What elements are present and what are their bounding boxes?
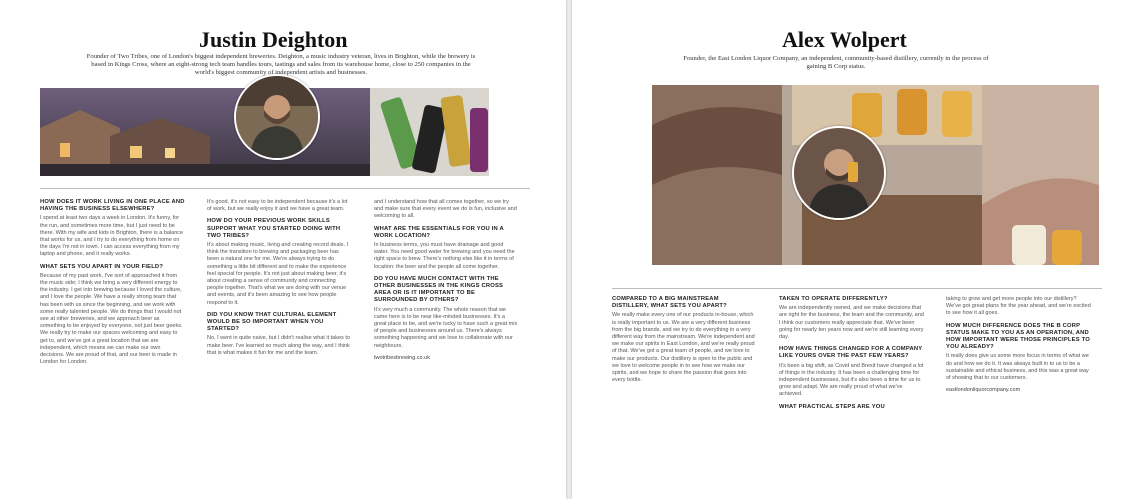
answer-paragraph: It's good, it's not easy to be independent because it's a lot of work, but we really enjoy it and we have a great team.: [207, 199, 348, 213]
answer-paragraph: Because of my past work, I've sort of approached it from the music side; I think we bring a very different energy to the industry. I get into brewing because I loved the culture, and I love the people. We have a really strong team that has been with us since the beginning, and we work with some really talented people. We do things that I would not see at other breweries, and we approach beer as something to be enjoyed by everyone, not just beer geeks. We really try to make our spaces welcoming and easy to get to, and we've got a great location that we are independent, which means we can make our own decisions. We are proud of that, and our beer is made in London for London.: [40, 272, 183, 366]
question-heading: WHAT SETS YOU APART IN YOUR FIELD?: [40, 263, 164, 270]
text-column-3: [374, 199, 519, 362]
question-heading: TAKEN TO OPERATE DIFFERENTLY?: [779, 296, 888, 302]
answer-paragraph: It really does give us some more focus in terms of what we do and how we do it. It was always built in to us to be a sustainable and ethical business, and this was a great way of showing that to our customers.: [946, 353, 1089, 382]
portrait-circle: [234, 74, 320, 160]
interviewee-intro: Founder, the East London Liquor Company, an independent, community-based distillery, currently in the process of gaining B Corp status.: [683, 55, 989, 70]
answer-paragraph: and I understand how that all comes together, so we try and make sure that every event we do is fun, inclusive and welcoming to all.: [374, 199, 517, 220]
question-heading: WHAT ARE THE ESSENTIALS FOR YOU IN A WORK LOCATION?: [374, 225, 504, 239]
answer-paragraph: It's about making music, living and creating record deals. I think the transition to brewing and packaging beer has been a natural one for me. We're always trying to do something a little bit different and to make the experience feel special for people. It's not just about making beer, it's about creating a sense of community and connecting people together. That's what we are doing with our venue and events, and it's been amazing to see how people respond to it.: [207, 242, 349, 306]
section-rule: [40, 188, 530, 189]
interviewee-name: Justin Deighton: [199, 27, 348, 52]
question-heading: COMPARED TO A BIG MAINSTREAM DISTILLERY, WHAT SETS YOU APART?: [612, 296, 727, 310]
answer-paragraph: taking to grow and get more people into our distillery? We've got great plans for the year ahead, and we're excited to see how it all goes.: [946, 296, 1091, 317]
answer-paragraph: It's been a big shift, as Covid and Brexit have changed a lot of things in the industry. It has been a challenging time for independent businesses, but it's also been a time for us to grow and adapt. We are really proud of what we've achieved.: [779, 362, 924, 398]
interviewee-intro: Founder of Two Tribes, one of London's biggest independent breweries. Deighton, a music industry veteran, lives in Brighton, while the brewery is based in Kings Cross, where an eight-strong tech team handles tours, tastings and sales from its warehouse home, close to 250 companies in the world's biggest community of independent artists and businesses.: [86, 53, 476, 76]
question-heading: HOW MUCH DIFFERENCE DOES THE B CORP STATUS MAKE TO YOU AS AN OPERATION, AND HOW IMPORTANT WERE THOSE PRINCIPLES TO YOU ALREADY?: [946, 322, 1090, 351]
question-heading: DID YOU KNOW THAT CULTURAL ELEMENT WOULD BE SO IMPORTANT WHEN YOU STARTED?: [207, 311, 337, 333]
question-heading: HOW HAVE THINGS CHANGED FOR A COMPANY LIKE YOURS OVER THE PAST FEW YEARS?: [779, 346, 923, 360]
question-heading: HOW DO YOUR PREVIOUS WORK SKILLS SUPPORT WHAT YOU STARTED DOING WITH TWO TRIBES?: [207, 218, 341, 239]
website-link: twotribesbrewing.co.uk: [374, 354, 430, 361]
text-column-2: [779, 296, 924, 413]
text-column-1: [40, 199, 185, 371]
interviewee-name: Alex Wolpert: [782, 27, 907, 52]
answer-paragraph: We are independently owned, and we make decisions that are right for the business, the team and the community, and I think our customers really appreciate that. We've been going for nearly ten years now and we're still learning every day.: [779, 305, 924, 341]
answer-paragraph: In business terms, you must have drainage and good water. You need good water for brewing and you need the right space to brew. There's nothing else like it in terms of location: the beer and the people all come together.: [374, 242, 515, 270]
text-column-3: [946, 296, 1091, 394]
question-heading: WHAT PRACTICAL STEPS ARE YOU: [779, 403, 885, 410]
answer-paragraph: No, I went in quite naive, but I didn't realise what it takes to make beer. I've learned so much along the way, and I think that is what makes it fun for me and the team.: [207, 335, 350, 356]
text-column-2: [207, 199, 352, 362]
answer-paragraph: It's very much a community. The whole reason that we came here is to be near like-minded businesses. It's a great place to be, and we're lucky to have such a great mix of people and businesses around us. There's always something happening and we love to collaborate with our neighbours.: [374, 306, 518, 349]
portrait-circle: [792, 126, 886, 220]
left-page: [0, 0, 566, 499]
question-heading: DO YOU HAVE MUCH CONTACT WITH THE OTHER BUSINESSES IN THE KINGS CROSS AREA OR IS IT IMPORTANT TO BE SURROUNDED BY OTHERS?: [374, 275, 504, 304]
answer-paragraph: We really make every one of our products in-house, which is really important to us. We are a very different business from the big brands, and we try to do everything in a very different way from the mainstream. We're independent and we make our spirits in East London, and we're really proud of that. We've got a great team of people, and we love to make our products. Our distillery is open to the public and we love to welcome people in to see how we make our spirits, and we hope to share the passion that goes into every bottle.: [612, 312, 755, 384]
question-heading: HOW DOES IT WORK LIVING IN ONE PLACE AND HAVING THE BUSINESS ELSEWHERE?: [40, 199, 185, 213]
website-link: eastlondonliquorcompany.com: [946, 387, 1021, 394]
text-column-1: [612, 296, 757, 389]
right-page: [572, 0, 1140, 499]
answer-paragraph: I spend at least two days a week in London. It's funny, for the run, and sometimes more time, but I just need to be there. With my wife and kids in Brighton, there is a balance that works for us, and I try to do everything from home on the days I'm not in town. I can access everything from my laptop and phone, and it really works.: [40, 215, 184, 258]
section-rule: [612, 288, 1102, 289]
